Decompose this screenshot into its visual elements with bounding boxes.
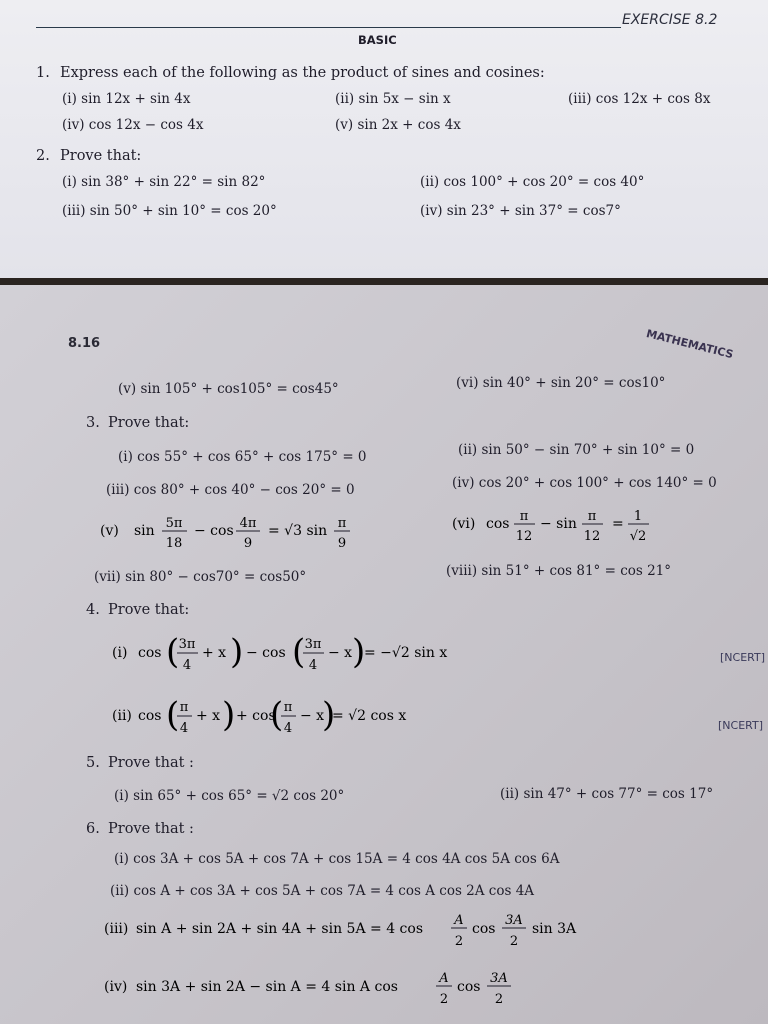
- item: (i) sin 38° + sin 22° = sin 82°: [62, 174, 266, 190]
- item: (viii) sin 51° + cos 81° = cos 21°: [446, 563, 672, 579]
- question-number: 4.: [86, 602, 100, 618]
- frac-num: π: [519, 509, 529, 524]
- item-label: (vi): [452, 516, 476, 532]
- frac-den: 9: [337, 536, 347, 551]
- frac-den: √2: [629, 529, 647, 544]
- frac-den: 2: [439, 992, 449, 1007]
- frac-num: 3A: [490, 971, 508, 986]
- item: (vii) sin 80° − cos70° = cos50°: [94, 569, 307, 585]
- fn: cos: [457, 979, 481, 995]
- term: − x: [328, 645, 353, 661]
- paren-open: (: [166, 632, 180, 672]
- paren-close: ): [322, 695, 336, 735]
- item-label: (ii): [112, 708, 132, 724]
- frac-num: 3π: [304, 637, 322, 652]
- page-top: [0, 0, 768, 278]
- frac-num: 1: [633, 509, 643, 524]
- item: (v) sin 2x + cos 4x: [335, 117, 461, 133]
- item: (ii) cos A + cos 3A + cos 5A + cos 7A = 4 cos A cos 2A cos 4A: [110, 883, 535, 899]
- item: (iii) cos 12x + cos 8x: [568, 91, 711, 107]
- frac-num: π: [587, 509, 597, 524]
- paren-close: ): [352, 632, 366, 672]
- rhs: = −√2 sin x: [364, 645, 448, 661]
- item: (i) cos 55° + cos 65° + cos 175° = 0: [118, 449, 367, 465]
- item: (i) sin 12x + sin 4x: [62, 91, 191, 107]
- formula-6iv: [104, 965, 564, 1015]
- op: − sin: [540, 516, 577, 532]
- fn: sin: [134, 523, 155, 539]
- question-number: 2.: [36, 148, 50, 164]
- op: − cos: [194, 523, 234, 539]
- question-number: 3.: [86, 415, 100, 431]
- term: + x: [202, 645, 227, 661]
- frac-den: 4: [308, 658, 318, 673]
- frac-den: 9: [243, 536, 253, 551]
- fn: cos: [486, 516, 510, 532]
- lhs: sin 3A + sin 2A − sin A = 4 sin A cos: [136, 979, 398, 995]
- question-text: Prove that:: [108, 602, 190, 618]
- item-label: (i): [112, 645, 128, 661]
- header-rule: [36, 27, 621, 28]
- fn: cos: [138, 645, 162, 661]
- question-text: Prove that:: [60, 148, 142, 164]
- page-number: 8.16: [68, 336, 101, 351]
- fn: cos: [472, 921, 496, 937]
- item-label: (v): [100, 523, 119, 539]
- item: (ii) sin 50° − sin 70° + sin 10° = 0: [458, 442, 695, 458]
- lhs: sin A + sin 2A + sin 4A + sin 5A = 4 cos: [136, 921, 424, 937]
- item: (v) sin 105° + cos105° = cos45°: [118, 381, 339, 397]
- frac-num: 3π: [178, 637, 196, 652]
- brand-running-head: MATHEMATICS: [644, 327, 735, 362]
- item: (ii) cos 100° + cos 20° = cos 40°: [420, 174, 645, 190]
- rhs: =: [612, 516, 624, 532]
- item: (ii) sin 47° + cos 77° = cos 17°: [500, 786, 714, 802]
- paren-open: (: [166, 695, 180, 735]
- exercise-title: EXERCISE 8.2: [622, 12, 718, 28]
- formula-4ii: [112, 690, 432, 746]
- ncert-tag: [NCERT]: [718, 719, 764, 732]
- item: (iv) cos 20° + cos 100° + cos 140° = 0: [452, 475, 717, 491]
- page-bottom: [0, 285, 768, 1024]
- item: (iii) sin 50° + sin 10° = cos 20°: [62, 203, 277, 219]
- frac-den: 12: [583, 529, 601, 544]
- item: (iv) cos 12x − cos 4x: [62, 117, 204, 133]
- frac-den: 4: [179, 721, 189, 736]
- paren-close: ): [230, 632, 244, 672]
- frac-den: 12: [515, 529, 533, 544]
- paren-close: ): [222, 695, 236, 735]
- paren-open: (: [292, 632, 306, 672]
- formula-3v: [100, 507, 400, 559]
- formula-4i: [112, 627, 472, 683]
- item-label: (iii): [104, 921, 129, 937]
- question-number: 6.: [86, 821, 100, 837]
- frac-num: 5π: [165, 516, 183, 531]
- question-text: Prove that :: [108, 755, 194, 771]
- frac-num: 3A: [505, 913, 523, 928]
- frac-num: π: [283, 700, 293, 715]
- question-text: Prove that :: [108, 821, 194, 837]
- formula-6iii: [104, 905, 604, 955]
- frac-den: 2: [494, 992, 504, 1007]
- frac-den: 4: [283, 721, 293, 736]
- question-number: 5.: [86, 755, 100, 771]
- item: (vi) sin 40° + sin 20° = cos10°: [456, 375, 666, 391]
- item-label: (iv): [104, 979, 128, 995]
- question-number: 1.: [36, 65, 50, 81]
- frac-num: A: [439, 971, 449, 986]
- frac-den: 2: [454, 934, 464, 949]
- op: + cos: [236, 708, 276, 724]
- question-text: Prove that:: [108, 415, 190, 431]
- frac-num: A: [454, 913, 464, 928]
- question-text: Express each of the following as the product of sines and cosines:: [60, 65, 545, 81]
- frac-den: 2: [509, 934, 519, 949]
- op: − cos: [246, 645, 286, 661]
- frac-num: π: [179, 700, 189, 715]
- level-label: BASIC: [358, 33, 397, 47]
- rhs: = √2 cos x: [332, 708, 407, 724]
- frac-num: 4π: [239, 516, 257, 531]
- frac-den: 18: [165, 536, 183, 551]
- item: (i) sin 65° + cos 65° = √2 cos 20°: [114, 788, 345, 804]
- item: (i) cos 3A + cos 5A + cos 7A + cos 15A = 4 cos 4A cos 5A cos 6A: [114, 851, 560, 867]
- frac-num: π: [337, 516, 347, 531]
- item: (ii) sin 5x − sin x: [335, 91, 451, 107]
- fn: cos: [138, 708, 162, 724]
- rhs: = √3 sin: [268, 523, 328, 539]
- ncert-tag: [NCERT]: [720, 651, 766, 664]
- item: (iii) cos 80° + cos 40° − cos 20° = 0: [106, 482, 355, 498]
- tail: sin 3A: [532, 921, 577, 937]
- term: − x: [300, 708, 325, 724]
- term: + x: [196, 708, 221, 724]
- formula-3vi: [452, 500, 692, 552]
- paren-open: (: [270, 695, 284, 735]
- item: (iv) sin 23° + sin 37° = cos7°: [420, 203, 621, 219]
- frac-den: 4: [182, 658, 192, 673]
